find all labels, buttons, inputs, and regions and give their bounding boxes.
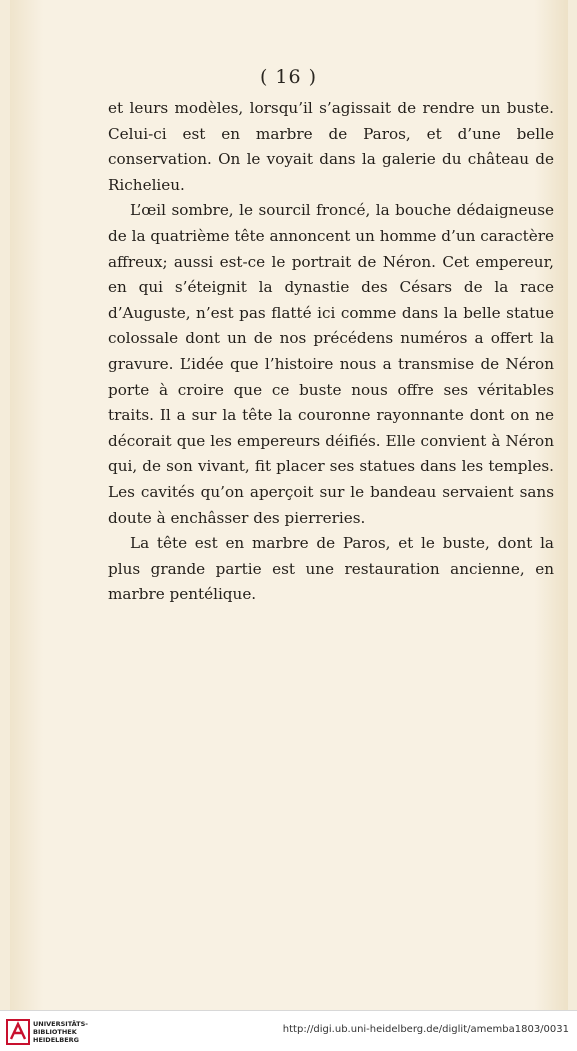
paragraph-1: et leurs modèles, lorsqu’il s’agissait de rendre un buste. Celui-ci est en marbre de Paros, et d’une belle conservation. On le voyait dans la galerie du château de Richelieu. [108, 99, 554, 194]
library-logo[interactable] [6, 1019, 86, 1047]
paragraph-3: La tête est en marbre de Paros, et le buste, dont la plus grande partie est une restauration ancienne, en marbre pentélique. [108, 534, 554, 604]
paragraph-2: L’œil sombre, le sourcil froncé, la bouche dédaigneuse de la quatrième tête annoncent un homme d’un caractère affreux; aussi est-ce le portrait de Néron. Cet empereur, en qui s’éteignit la dynastie des Césars de la race d’Auguste, n’est pas flatté ici comme dans la belle statue colossale dont un de nos précédens numéros a offert la gravure. L’idée que l’histoire nous a transmise de Néron porte à croire que ce buste nous offre ses véritables traits. Il a sur la tête la couronne rayonnante dont on ne décorait que les empereurs déifiés. Elle convient à Néron qui, de son vivant, fit placer ses statues dans les temples. Les cavités qu’on aperçoit sur le bandeau servaient sans doute à enchâsser des pierreries. [108, 201, 554, 527]
source-url[interactable]: http://digi.ub.uni-heidelberg.de/diglit/amemba1803/0031 [282, 1024, 569, 1035]
page-body [108, 96, 554, 608]
footer-bar [0, 1010, 577, 1051]
page-number: ( 16 ) [259, 66, 318, 88]
logo-line: HEIDELBERG [33, 1036, 80, 1044]
logo-line: BIBLIOTHEK [33, 1028, 77, 1036]
library-logo-icon [6, 1019, 30, 1045]
library-logo-text [33, 1020, 88, 1044]
logo-line: UNIVERSITÄTS- [33, 1020, 88, 1028]
